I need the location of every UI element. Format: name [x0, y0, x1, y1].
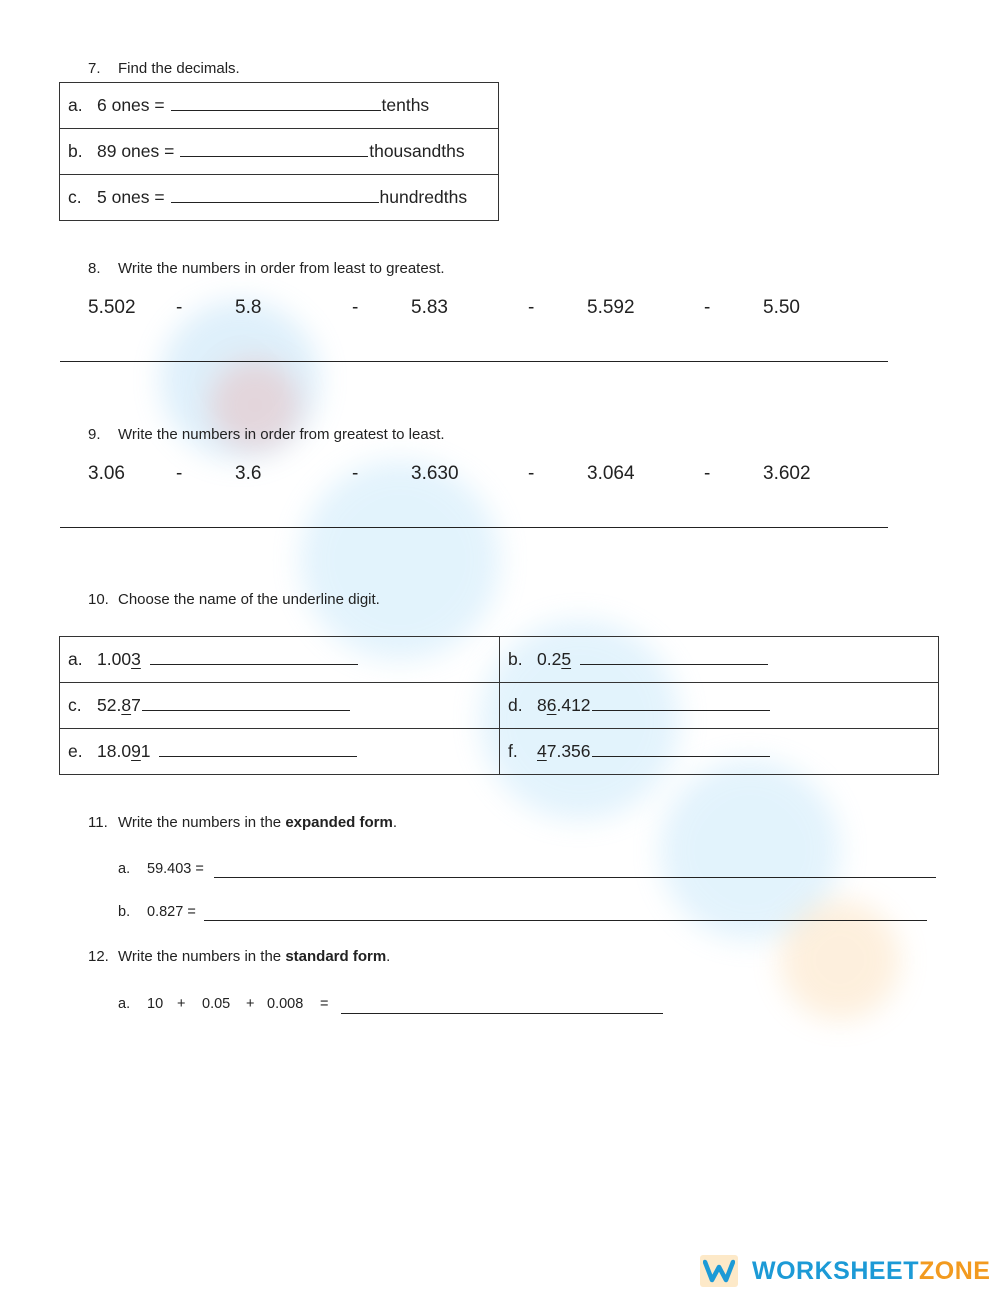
q7-cell-c: [60, 175, 499, 221]
q10-label-a: a.: [68, 649, 83, 669]
q7-cell-a: [60, 83, 499, 129]
q10-label-e: e.: [68, 741, 83, 761]
table-row: [60, 729, 939, 775]
q10-number-f: 47.356: [537, 741, 591, 761]
q11-answer-line-b[interactable]: [204, 920, 927, 921]
q10-number-c: 52.87: [97, 695, 141, 715]
q9-separator: -: [528, 463, 535, 484]
q10-title-text: Choose the name of the underline digit.: [118, 591, 380, 608]
q7-unit-a: tenths: [381, 95, 430, 115]
q9-number-item: 3.064: [587, 463, 635, 484]
brand-name: [752, 1257, 990, 1286]
q7-table: [59, 82, 499, 221]
q10-cell-c: [60, 683, 500, 729]
q7-title-text: Find the decimals.: [118, 60, 240, 77]
q12-label-a: a.: [118, 996, 131, 1012]
q10-label-f: f.: [508, 741, 518, 761]
q10-cell-f: [500, 729, 939, 775]
q10-label-c: c.: [68, 695, 82, 715]
q11-title-text: Write the numbers in the: [118, 814, 286, 831]
q7-text-a: 6 ones =: [97, 95, 165, 115]
q10-cell-b: [500, 637, 939, 683]
q12-operator: +: [246, 996, 255, 1012]
q7-text-b: 89 ones =: [97, 141, 175, 161]
q11-title: [88, 814, 397, 831]
q9-number-item: 3.6: [235, 463, 262, 484]
q7-unit-b: thousandths: [369, 141, 465, 161]
watermark-blot: [300, 460, 500, 660]
q11-label-b: b.: [118, 904, 131, 920]
q10-number-b: 0.25: [537, 649, 572, 669]
q10-number-e: 18.091: [97, 741, 151, 761]
underlined-digit: 5: [561, 649, 572, 669]
q10-label-d: d.: [508, 695, 523, 715]
q7-unit-c: hundredths: [379, 187, 468, 207]
q11-answer-line-a[interactable]: [214, 877, 936, 878]
q8-number-item: 5.50: [763, 297, 800, 318]
q11-number: 11.: [88, 814, 108, 831]
q10-cell-a: [60, 637, 500, 683]
table-row: [60, 129, 499, 175]
q12-operator: +: [177, 996, 186, 1012]
table-row: [60, 637, 939, 683]
q8-separator: -: [352, 297, 359, 318]
brand-name-accent: ZONE: [919, 1256, 991, 1285]
q12-title-text: Write the numbers in the: [118, 948, 286, 965]
q8-title-text: Write the numbers in order from least to greatest.: [118, 260, 445, 277]
q7-answer-blank-a[interactable]: [171, 109, 381, 111]
q8-number-item: 5.592: [587, 297, 635, 318]
q12-term: 0.05: [202, 996, 231, 1012]
q11-title-end: .: [392, 814, 398, 831]
q8-number-item: 5.8: [235, 297, 262, 318]
q9-title-text: Write the numbers in order from greatest to least.: [118, 426, 445, 443]
q12-title-bold: standard form: [285, 948, 387, 965]
q12-term: 10: [147, 996, 164, 1012]
q10-cell-d: [500, 683, 939, 729]
underlined-digit: 3: [131, 649, 141, 669]
q7-title: [88, 60, 240, 77]
q10-number: 10.: [88, 591, 109, 608]
q12-title: [88, 948, 390, 965]
watermark-blot: [780, 900, 900, 1020]
q10-answer-blank-b[interactable]: [580, 663, 768, 665]
q10-number-d: 86.412: [537, 695, 591, 715]
q11-label-a: a.: [118, 861, 131, 877]
q10-title: [88, 591, 380, 608]
q9-number-item: 3.06: [88, 463, 125, 484]
underlined-digit: 6: [546, 695, 557, 715]
q7-label-c: c.: [68, 187, 82, 207]
q8-number-item: 5.83: [411, 297, 448, 318]
q11-text-a: 59.403 =: [147, 861, 204, 877]
q8-separator: -: [176, 297, 183, 318]
q8-separator: -: [528, 297, 535, 318]
q9-separator: -: [176, 463, 183, 484]
q12-answer-line[interactable]: [341, 1013, 663, 1014]
table-row: [60, 683, 939, 729]
q9-separator: -: [704, 463, 711, 484]
q10-answer-blank-c[interactable]: [142, 709, 350, 711]
q11-text-b: 0.827 =: [147, 904, 196, 920]
table-row: [60, 175, 499, 221]
q8-separator: -: [704, 297, 711, 318]
q8-title: [88, 260, 445, 277]
table-row: [60, 83, 499, 129]
q9-number-item: 3.630: [411, 463, 459, 484]
q10-answer-blank-e[interactable]: [159, 755, 357, 757]
q9-number-item: 3.602: [763, 463, 811, 484]
worksheetzone-logo: [700, 1253, 990, 1289]
q7-label-a: a.: [68, 95, 83, 115]
q12-title-end: .: [386, 948, 391, 965]
q9-title: [88, 426, 445, 443]
q7-label-b: b.: [68, 141, 83, 161]
q7-text-c: 5 ones =: [97, 187, 165, 207]
q11-title-bold: expanded form: [285, 814, 393, 831]
brand-name-main: WORKSHEET: [752, 1256, 919, 1285]
q7-cell-b: [60, 129, 499, 175]
q10-table: [59, 636, 939, 775]
q8-number: 8.: [88, 260, 101, 277]
q7-number: 7.: [88, 60, 101, 77]
underlined-digit: 4: [537, 741, 547, 761]
q8-answer-line[interactable]: [60, 361, 888, 362]
q12-term: 0.008: [267, 996, 304, 1012]
q10-answer-blank-a[interactable]: [150, 663, 358, 665]
q12-equals: =: [320, 996, 329, 1012]
q10-answer-blank-d[interactable]: [592, 709, 770, 711]
q7-answer-blank-c[interactable]: [171, 201, 379, 203]
q10-number-a: 1.003: [97, 649, 141, 669]
q8-number-item: 5.502: [88, 297, 136, 318]
underlined-digit: 8: [121, 695, 132, 715]
q9-number: 9.: [88, 426, 101, 443]
q9-separator: -: [352, 463, 359, 484]
q9-answer-line[interactable]: [60, 527, 888, 528]
q12-number: 12.: [88, 948, 109, 965]
q10-label-b: b.: [508, 649, 523, 669]
q10-cell-e: [60, 729, 500, 775]
w-logo-icon: [700, 1255, 738, 1287]
q7-answer-blank-b[interactable]: [180, 155, 368, 157]
q10-answer-blank-f[interactable]: [592, 755, 770, 757]
underlined-digit: 9: [131, 741, 141, 761]
